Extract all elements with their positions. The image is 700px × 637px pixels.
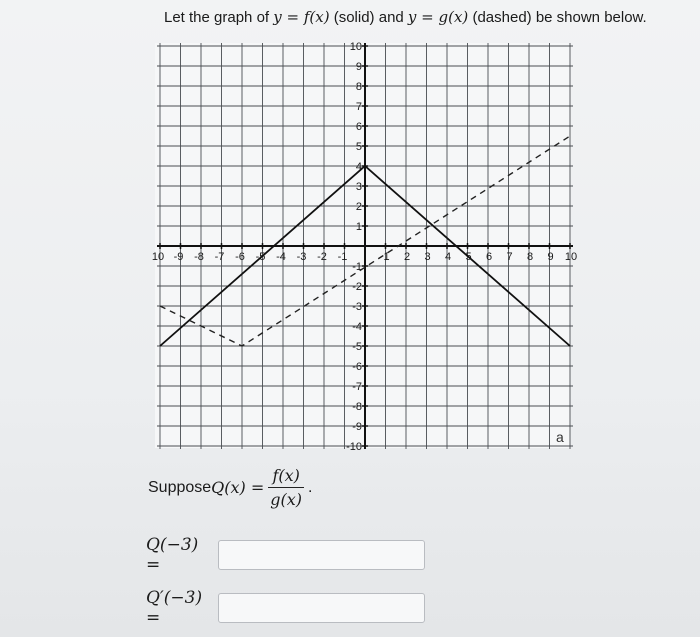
- y-tick-label: -4: [352, 321, 362, 333]
- y-tick-label: -7: [352, 381, 362, 393]
- x-tick-label: -7: [214, 251, 225, 263]
- q-answer-input[interactable]: [218, 540, 425, 570]
- y-tick-label: 4: [355, 161, 362, 173]
- y-tick-label: -1: [352, 261, 362, 273]
- q-fraction: [266, 466, 306, 509]
- qprime-answer-label: Q′(−3) =: [146, 588, 203, 628]
- f-equation: y = f(x): [273, 8, 330, 26]
- x-tick-label: 8: [526, 251, 534, 263]
- x-tick-label: -8: [194, 251, 204, 263]
- definition-period: .: [308, 478, 313, 496]
- y-tick-label: -2: [352, 281, 362, 293]
- y-tick-label: -6: [352, 361, 362, 373]
- g-equation: y = g(x): [407, 8, 469, 26]
- x-tick-label: 9: [547, 251, 554, 263]
- y-tick-label: 9: [355, 61, 362, 73]
- x-tick-label: 3: [424, 251, 431, 263]
- x-tick-label: 2: [403, 251, 411, 263]
- statement-mid: (solid) and: [329, 9, 408, 26]
- x-tick-label: -4: [276, 251, 286, 263]
- answer-row-qprime: [146, 588, 425, 628]
- x-tick-label: 1: [383, 251, 390, 263]
- x-tick-label: 6: [485, 251, 493, 263]
- fraction-numerator: f(x): [268, 466, 303, 488]
- x-tick-label: 4: [444, 251, 452, 263]
- y-tick-label: -9: [352, 421, 362, 433]
- y-tick-label: 5: [355, 141, 362, 153]
- y-tick-label: -8: [352, 401, 362, 413]
- q-answer-label: Q(−3) =: [146, 535, 199, 575]
- statement-suffix: (dashed) be shown below.: [468, 9, 647, 26]
- x-tick-label: -2: [317, 251, 327, 263]
- x-tick-label: 7: [506, 251, 513, 263]
- y-tick-label: -5: [352, 341, 362, 353]
- answer-row-q: [146, 535, 425, 575]
- y-tick-label: 6: [355, 121, 362, 133]
- y-tick-label: 1: [355, 221, 362, 233]
- y-tick-label: -10: [346, 441, 362, 453]
- y-tick-label: 10: [349, 41, 362, 53]
- x-tick-label: -9: [173, 251, 184, 263]
- x-tick-label: 5: [465, 251, 472, 263]
- suppose-text: Suppose: [148, 478, 212, 496]
- q-of-x: Q(x) =: [211, 478, 265, 497]
- qprime-answer-input[interactable]: [218, 593, 425, 623]
- x-tick-label: -5: [255, 251, 266, 263]
- function-graph: [140, 38, 590, 463]
- q-definition: [148, 466, 313, 509]
- problem-statement: [164, 8, 647, 26]
- corner-mark-label: a: [556, 429, 564, 445]
- y-tick-label: 7: [355, 101, 362, 113]
- statement-prefix: Let the graph of: [164, 9, 274, 26]
- x-tick-label: -6: [235, 251, 245, 263]
- x-tick-label: -1: [337, 251, 348, 263]
- x-tick-label: 10: [564, 251, 578, 263]
- graph-canvas: [140, 38, 590, 458]
- y-tick-label: 3: [355, 181, 362, 193]
- y-tick-label: 8: [355, 81, 362, 93]
- y-tick-label: 2: [355, 201, 362, 213]
- x-tick-label: -3: [296, 251, 307, 263]
- fraction-denominator: g(x): [270, 490, 303, 509]
- x-tick-label: 10: [151, 251, 165, 263]
- y-tick-label: -3: [352, 301, 362, 313]
